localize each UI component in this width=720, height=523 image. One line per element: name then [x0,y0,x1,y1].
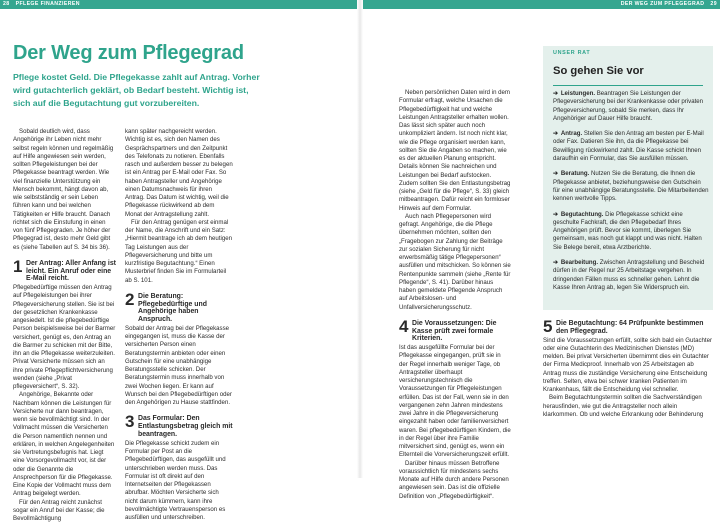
right-page-header [362,0,720,9]
advice-term: Begutachtung. [560,210,604,218]
advice-item [553,211,709,252]
advice-term: Bearbeitung. [560,259,599,267]
advice-item [553,170,709,203]
paragraph: Sobald der Antrag bei der Pflegekasse eingegangen ist, muss die Kasse der versicherten Person einen Beratungstermin anbieten oder einen Gutschein für eine unabhängige Beratungsstelle schicken. Der Beratungstermin muss innerhalb von zwei Wochen liegen. Er kann auf Wunsch bei den Pflegebedürftigen oder den Angehörigen zu Hause stattfinden. [125,324,232,407]
step-5-number: 5 [543,317,553,336]
advice-divider [553,85,703,86]
paragraph: Pflegebedürftige müssen den Antrag auf Pflegeleistungen bei ihrer Pflegeversicherung stellen. Sie ist bei der gesetzlichen Krankenkasse angesiedelt. Ist die pflegebedürftige Person beispielsweise bei der Barmer versichert, genügt es, den Antrag an die Barmer zu schicken mit der Bitte, ihn an die Pflegekasse weiterzuleiten. Privat Versicherte müssen sich an ihre private Pflegepflichtversicherung wenden (siehe „Privat pflegeversichert“, S. 32). [13,284,116,391]
step-1-heading [13,256,116,283]
arrow-right-icon: ➔ [553,170,559,178]
advice-term: Leistungen. [560,90,596,97]
advice-text: Die Pflegekasse schickt eine geschulte Fachkraft, die den Pflegebedarf Ihres Angehörigen prüft. Bevor sie kommt, überlegen Sie gemeinsam, was noch gut klappt und was nicht. Halten Sie Belege bereit, etwa Arztberichte. [553,210,702,251]
arrow-right-icon: ➔ [553,130,559,138]
text-column-3 [399,89,511,501]
right-page-number: 29 [710,1,717,7]
step-1-number: 1 [13,256,23,276]
text-column-1 [13,128,116,523]
paragraph: kann später nachgereicht werden. Wichtig ist es, sich den Namen des Gesprächspartners und den Zeitpunkt des Telefonats zu notieren. Ebenfalls rasch und außerdem besser zu belegen ist ein Antrag per E-Mail oder Fax. So haben Antragsteller und Angehörige einen Datumsnachweis für ihren Antrag. Das Datum ist wichtig, weil die Pflegekasse rückwirkend ab dem Monat der Antragstellung zahlt. [125,128,233,218]
step-3-number: 3 [125,412,135,432]
page-gutter [357,0,363,478]
step-2-heading [125,289,233,324]
step-5-heading [543,317,713,336]
advice-text: Beantragen Sie Leistungen der Pflegeversicherung bei der Krankenkasse oder privaten Pflegeversicherung, sobald Sie merken, dass Ihr Angehöriger auf Dauer Hilfe braucht. [553,90,704,122]
arrow-right-icon: ➔ [553,90,559,97]
advice-label: UNSER RAT [553,50,591,56]
paragraph: Ist das ausgefüllte Formular bei der Pflegekasse eingegangen, prüft sie in der Regel innerhalb weniger Tage, ob Antragsteller überhaupt versicherungstechnisch die Voraussetzungen für Pflegeleistungen erfüllen. Das ist der Fall, wenn sie in den vergangenen zehn Jahren mindestens zwei Jahre in die Pflegeversicherung eingezahlt haben oder familienversichert waren. Bei pflegebedürftigen Kindern, die in der Regel über ihre Familie mitversichert sind, genügt es, wenn ein Elternteil die Vorversicherungszeit erfüllt. [399,344,511,459]
step-5-title: Die Begutachtung: 64 Prüfpunkte bestimmen den Pflegegrad. [556,320,704,335]
paragraph: Beim Begutachtungstermin sollten die Sachverständigen herausfinden, wie gut die Antragsteller noch allein klarkommen. Ob und welche Erkrankung oder Behinderung [543,394,704,418]
arrow-right-icon: ➔ [553,210,559,218]
text-column-2 [125,128,233,522]
step-4-number: 4 [399,316,409,336]
advice-title: So gehen Sie vor [553,65,644,77]
paragraph: Für den Antrag genügen erst einmal der Name, die Anschrift und ein Satz: „Hiermit beantrage ich ab dem heutigen Tag Leistungen aus der Pflegeversicherung und bitte um kurzfristige Begutachtung.“ Einen Musterbrief finden Sie im Formularteil ab S. 101. [125,218,233,284]
lead-paragraph: Pflege kostet Geld. Die Pflegekasse zahlt auf Antrag. Vorher wird gutachterlich geklärt, ob Bedarf besteht. Wichtig ist, sich auf die Begutachtung gut vorzubereiten. [13,72,260,108]
step-3-title: Das Formular: Den Entlastungsbetrag gleich mit beantragen. [138,415,233,439]
advice-term: Beratung. [560,170,590,178]
advice-list [553,90,709,299]
advice-text: Zwischen Antragstellung und Bescheid dürfen in der Regel nur 25 Arbeitstage vergehen. In dringenden Fällen muss es schneller gehen. Lehnt die Kasse Ihren Antrag ab, legen Sie Widerspruch ein. [553,259,705,291]
text-column-4 [543,312,713,419]
advice-text: Stellen Sie den Antrag am besten per E-Mail oder Fax. Datieren Sie ihn, da die Pflegekasse bei Bewilligung rückwirkend zahlt. Die Kasse schickt Ihnen daraufhin ein Formular, das Sie ausfüllen müssen. [553,130,704,163]
left-page-header [0,0,358,9]
advice-item [553,90,709,123]
intro-paragraph: Sobald deutlich wird, dass Angehörige ihr Leben nicht mehr selbst regeln können und regelmäßig auf Hilfe angewiesen sein werden, sollten Pflegeleistungen bei der Pflegekasse beantragt werden. Wie viel finanzielle Unterstützung ein Mensch bekommt, hängt davon ab, wie selbstständig er sein Leben führen kann und bei welchen Tätigkeiten er Hilfe braucht. Danach richtet sich die Einstufung in einen von fünf Pflegegraden. Je höher der Pflegegrad ist, desto mehr Geld gibt es (siehe Tabellen auf S. 34 bis 36). [13,128,114,251]
paragraph: Neben persönlichen Daten wird in dem Formular erfragt, welche Ursachen die Pflegebedürftigkeit hat und welche Leistungen Antragsteller erhalten wollen. Das lässt sich später auch noch unkompliziert ändern. Ist noch nicht klar, wie die Pflege organisiert werden kann, sollten Sie die Angaben so machen, wie es der aktuellen Planung entspricht. Details können Sie nachreichen und Leistungen bei Bedarf aufstocken. Zudem sollten Sie den Entlastungsbetrag (siehe „Geld für die Pflege“, S. 33) gleich mitbeantragen. Dafür reicht ein formloser Hinweis auf dem Formular. [399,89,511,212]
paragraph: Sind die Voraussetzungen erfüllt, sollte sich bald ein Gutachter oder eine Gutachterin des Medizinischen Dienstes (MD) melden. Bei privat Versicherten übernimmt dies ein Gutachter der Firma Medicproof. Innerhalb von 25 Arbeitstagen ab Antrag muss die zuständige Versicherung eine Entscheidung treffen. Selten, etwa bei schwer kranken Patienten im Krankenhaus, fällt die Entscheidung viel schneller. [543,336,713,394]
advice-text: Nutzen Sie die Beratung, die Ihnen die Pflegekasse anbietet, beziehungsweise den Gutschein für eine unabhängige Beratungsstelle. Die Mitarbeitenden kennen wertvolle Tipps. [553,170,709,203]
right-section-title: DER WEG ZUM PFLEGEGRAD [620,1,705,7]
step-4-heading [399,316,511,343]
step-1-title: Der Antrag: Aller Anfang ist leicht. Ein Anruf oder eine E-Mail reicht. [26,259,116,283]
advice-term: Antrag. [560,130,583,138]
page-title: Der Weg zum Pflegegrad [13,42,244,64]
step-4-title: Die Voraussetzungen: Die Kasse prüft zwei formale Kriterien. [412,319,497,343]
paragraph: Für den Antrag reicht zunächst sogar ein Anruf bei der Kasse; die Bevollmächtigung [13,498,105,523]
paragraph: Darüber hinaus müssen Betroffene voraussichtlich für mindestens sechs Monate auf Hilfe durch andere Personen angewiesen sein. Das ist die offizielle Definition von „Pflegebedürftigkeit“. [399,459,509,500]
left-page-number: 28 [3,1,10,7]
arrow-right-icon: ➔ [553,259,559,267]
advice-box [543,46,713,310]
left-section-title: PFLEGE FINANZIEREN [15,1,80,7]
step-2-number: 2 [125,289,135,309]
advice-item [553,130,709,163]
paragraph: Auch nach Pflegepersonen wird gefragt. Angehörige, die die Pflege übernehmen möchten, sollten den „Fragebogen zur Zahlung der Beiträge zur sozialen Sicherung für nicht erwerbsmäßig tätige Pflegepersonen“ ausfüllen und mitschicken. So können sie Rentenpunkte sammeln (siehe „Rente für Pflegende“, S. 41). Darüber hinaus haben gemeldete Pflegende Anspruch auf Arbeitslosen- und Unfallversicherungsschutz. [399,212,511,311]
advice-item [553,259,709,292]
step-3-heading [125,412,233,439]
step-2-title: Die Beratung: Pflegebedürftige und Angehörige haben Anspruch. [138,292,207,324]
paragraph: Die Pflegekasse schickt zudem ein Formular per Post an die Pflegebedürftigen, das ausgefüllt und unterschrieben werden muss. Das Formular ist oft direkt auf den Internetseiten der Pflegekassen abrufbar. Möchten Versicherte sich nicht darum kümmern, kann ihre bevollmächtigte Vertrauensperson es ausfüllen und unterschreiben. [125,439,226,522]
paragraph: Angehörige, Bekannte oder Nachbarn können die Leistungen für Versicherte nur dann beantragen, wenn sie bevollmächtigt sind. In der Vollmacht müssen die Versicherten die Person namentlich nennen und erklären, in welchen Angelegenheiten sie Vertretungsbefugnis hat. Liegt eine Vorsorgevollmacht vor, ist der oder die Genannte die Ansprechperson für die Pflegekasse. Eine Kopie der Vollmacht muss dem Antrag beigelegt werden. [13,391,115,498]
